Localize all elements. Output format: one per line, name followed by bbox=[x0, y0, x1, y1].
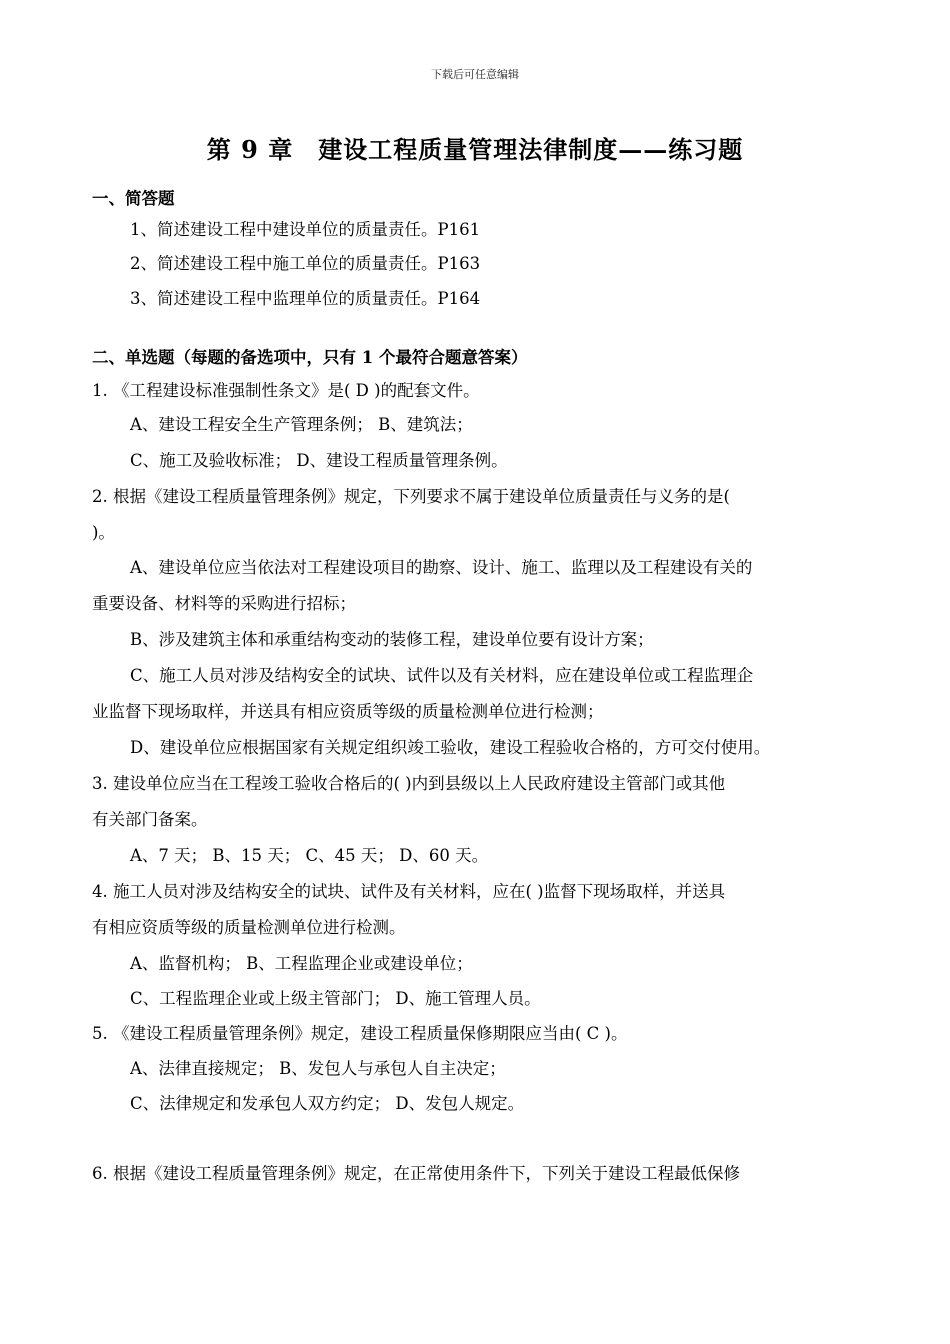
question-5-stem: 5. 《建设工程质量管理条例》规定，建设工程质量保修期限应当由( C )。 bbox=[92, 1024, 628, 1043]
question-3-stem: 3. 建设单位应当在工程竣工验收合格后的( )内到县级以上人民政府建设主管部门或其他 bbox=[92, 774, 726, 793]
question-2-option-b: B、涉及建筑主体和承重结构变动的装修工程，建设单位要有设计方案； bbox=[130, 630, 654, 649]
short-answer-item-3: 3、简述建设工程中监理单位的质量责任。P164 bbox=[130, 289, 481, 308]
header-note: 下载后可任意编辑 bbox=[431, 68, 519, 81]
question-2-option-d: D、建设单位应根据国家有关规定组织竣工验收，建设工程验收合格的，方可交付使用。 bbox=[130, 738, 771, 757]
question-1-options-ab: A、建设工程安全生产管理条例； B、建筑法； bbox=[130, 415, 473, 434]
question-4-options-ab: A、监督机构； B、工程监理企业或建设单位； bbox=[130, 954, 473, 973]
question-2-option-a-cont: 重要设备、材料等的采购进行招标； bbox=[92, 594, 356, 613]
question-4-options-cd: C、工程监理企业或上级主管部门； D、施工管理人员。 bbox=[130, 989, 541, 1008]
short-answer-item-1: 1、简述建设工程中建设单位的质量责任。P161 bbox=[130, 220, 481, 239]
question-4-stem-cont: 有相应资质等级的质量检测单位进行检测。 bbox=[92, 918, 406, 937]
question-2-option-c: C、施工人员对涉及结构安全的试块、试件以及有关材料，应在建设单位或工程监理企 bbox=[130, 666, 754, 685]
question-4-stem: 4. 施工人员对涉及结构安全的试块、试件及有关材料，应在( )监督下现场取样，并送具 bbox=[92, 882, 726, 901]
question-2-option-a: A、建设单位应当依法对工程建设项目的勘察、设计、施工、监理以及工程建设有关的 bbox=[130, 558, 753, 577]
question-5-options-ab: A、法律直接规定； B、发包人与承包人自主决定； bbox=[130, 1059, 506, 1078]
short-answer-item-2: 2、简述建设工程中施工单位的质量责任。P163 bbox=[130, 254, 481, 273]
question-3-stem-cont: 有关部门备案。 bbox=[92, 810, 208, 829]
section-heading-single-choice: 二、单选题（每题的备选项中，只有 1 个最符合题意答案） bbox=[92, 348, 528, 367]
page-title: 第 9 章 建设工程质量管理法律制度——练习题 bbox=[206, 135, 744, 164]
section-heading-short-answer: 一、简答题 bbox=[92, 189, 175, 208]
question-2-stem: 2. 根据《建设工程质量管理条例》规定，下列要求不属于建设单位质量责任与义务的是( bbox=[92, 487, 730, 506]
question-1-options-cd: C、施工及验收标准； D、建设工程质量管理条例。 bbox=[130, 451, 508, 470]
question-2-stem-cont: )。 bbox=[92, 523, 115, 542]
question-5-options-cd: C、法律规定和发承包人双方约定； D、发包人规定。 bbox=[130, 1094, 525, 1113]
question-3-options: A、7 天； B、15 天； C、45 天； D、60 天。 bbox=[130, 846, 489, 865]
question-2-option-c-cont: 业监督下现场取样，并送具有相应资质等级的质量检测单位进行检测； bbox=[92, 702, 604, 721]
question-1-stem: 1. 《工程建设标准强制性条文》是( D )的配套文件。 bbox=[92, 381, 480, 400]
question-6-stem: 6. 根据《建设工程质量管理条例》规定，在正常使用条件下，下列关于建设工程最低保修 bbox=[92, 1164, 740, 1183]
